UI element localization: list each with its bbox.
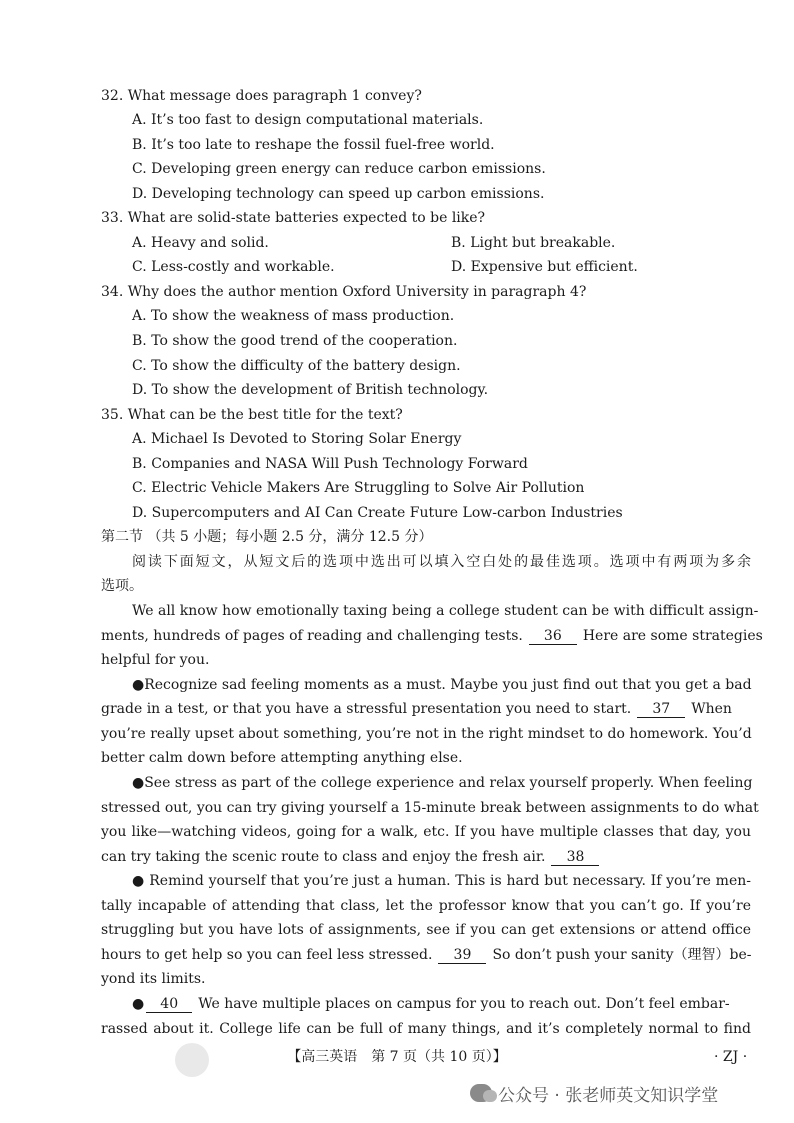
wechat-icon	[470, 1084, 492, 1102]
answer-blank-38: 38	[551, 849, 599, 866]
question-32-stem: 32. What message does paragraph 1 convey?	[101, 88, 422, 104]
question-33-option-b: B. Light but breakable.	[451, 235, 616, 251]
answer-blank-36: 36	[529, 628, 577, 645]
passage-text: We have multiple places on campus for you to reach out. Don’t feel embar-	[198, 996, 730, 1012]
question-35-option-d: D. Supercomputers and AI Can Create Future Low-carbon Industries	[132, 505, 623, 521]
passage-text: When	[691, 701, 732, 717]
passage-line: stressed out, you can try giving yourself a 15-minute break between assignments to do what	[101, 800, 759, 816]
passage-line: rassed about it. College life can be full of many things, and it’s completely normal to find	[101, 1021, 751, 1037]
question-32-option-c: C. Developing green energy can reduce carbon emissions.	[132, 161, 546, 177]
question-34-stem: 34. Why does the author mention Oxford University in paragraph 4?	[101, 284, 587, 300]
passage-line: you’re really upset about something, you’re not in the right mindset to do homework. You’d	[101, 726, 752, 742]
paper-code: · ZJ ·	[714, 1049, 748, 1065]
passage-text: Here are some strategies	[582, 628, 763, 644]
question-34-option-b: B. To show the good trend of the cooperation.	[132, 333, 458, 349]
passage-line: ●Recognize sad feeling moments as a must. Maybe you just find out that you get a bad	[132, 677, 752, 693]
passage-line: tally incapable of attending that class, let the professor know that you can’t go. If you’re	[101, 898, 751, 914]
passage-text: hours to get help so you can feel less stressed.	[101, 947, 433, 963]
question-34-option-a: A. To show the weakness of mass production.	[132, 308, 455, 324]
question-33-option-c: C. Less-costly and workable.	[132, 259, 335, 275]
passage-text: grade in a test, or that you have a stressful presentation you need to start.	[101, 701, 632, 717]
question-34-option-d: D. To show the development of British technology.	[132, 382, 489, 398]
answer-blank-40: 40	[146, 996, 192, 1013]
passage-line	[101, 698, 751, 720]
passage-line: ● Remind yourself that you’re just a human. This is hard but necessary. If you’re men-	[132, 873, 751, 889]
passage-line	[101, 944, 751, 966]
question-33-stem: 33. What are solid-state batteries expected to be like?	[101, 210, 486, 226]
question-34-option-c: C. To show the difficulty of the battery design.	[132, 358, 461, 374]
page-footer: 【高三英语 第 7 页（共 10 页）】	[287, 1049, 507, 1065]
question-35-stem: 35. What can be the best title for the text?	[101, 407, 403, 423]
question-32-option-d: D. Developing technology can speed up carbon emissions.	[132, 186, 545, 202]
passage-line: ●See stress as part of the college experience and relax yourself properly. When feeling	[132, 775, 753, 791]
passage-line: better calm down before attempting anything else.	[101, 750, 463, 766]
passage-line	[101, 846, 751, 868]
bullet: ●	[132, 996, 145, 1012]
passage-text: So don’t push your sanity（理智）be-	[492, 947, 752, 963]
question-33-option-a: A. Heavy and solid.	[132, 235, 269, 251]
question-35-option-b: B. Companies and NASA Will Push Technology Forward	[132, 456, 528, 472]
question-35-option-c: C. Electric Vehicle Makers Are Struggling to Solve Air Pollution	[132, 480, 585, 496]
passage-line	[132, 993, 751, 1015]
passage-text: ments, hundreds of pages of reading and challenging tests.	[101, 628, 523, 644]
passage-text: can try taking the scenic route to class and enjoy the fresh air.	[101, 849, 546, 865]
passage-line: yond its limits.	[101, 971, 206, 987]
passage-line: struggling but you have lots of assignments, see if you can get extensions or attend office	[101, 922, 751, 938]
section-2-heading: 第二节 （共 5 小题；每小题 2.5 分，满分 12.5 分）	[101, 529, 433, 545]
section-2-instruction: 阅读下面短文，从短文后的选项中选出可以填入空白处的最佳选项。选项中有两项为多余	[132, 554, 751, 570]
passage-line: helpful for you.	[101, 652, 210, 668]
answer-blank-37: 37	[637, 701, 685, 718]
answer-blank-39: 39	[438, 947, 486, 964]
watermark	[470, 1080, 718, 1106]
question-32-option-a: A. It’s too fast to design computational materials.	[132, 112, 484, 128]
passage-line	[101, 625, 763, 647]
question-35-option-a: A. Michael Is Devoted to Storing Solar Energy	[132, 431, 462, 447]
question-32-option-b: B. It’s too late to reshape the fossil fuel-free world.	[132, 137, 495, 153]
passage-line: We all know how emotionally taxing being a college student can be with difficult assign-	[132, 603, 759, 619]
section-2-instruction-cont: 选项。	[101, 578, 143, 594]
question-33-option-d: D. Expensive but efficient.	[451, 259, 638, 275]
watermark-text: 公众号 · 张老师英文知识学堂	[498, 1085, 719, 1106]
passage-line: you like—watching videos, going for a walk, etc. If you have multiple classes that day, you	[101, 824, 751, 840]
